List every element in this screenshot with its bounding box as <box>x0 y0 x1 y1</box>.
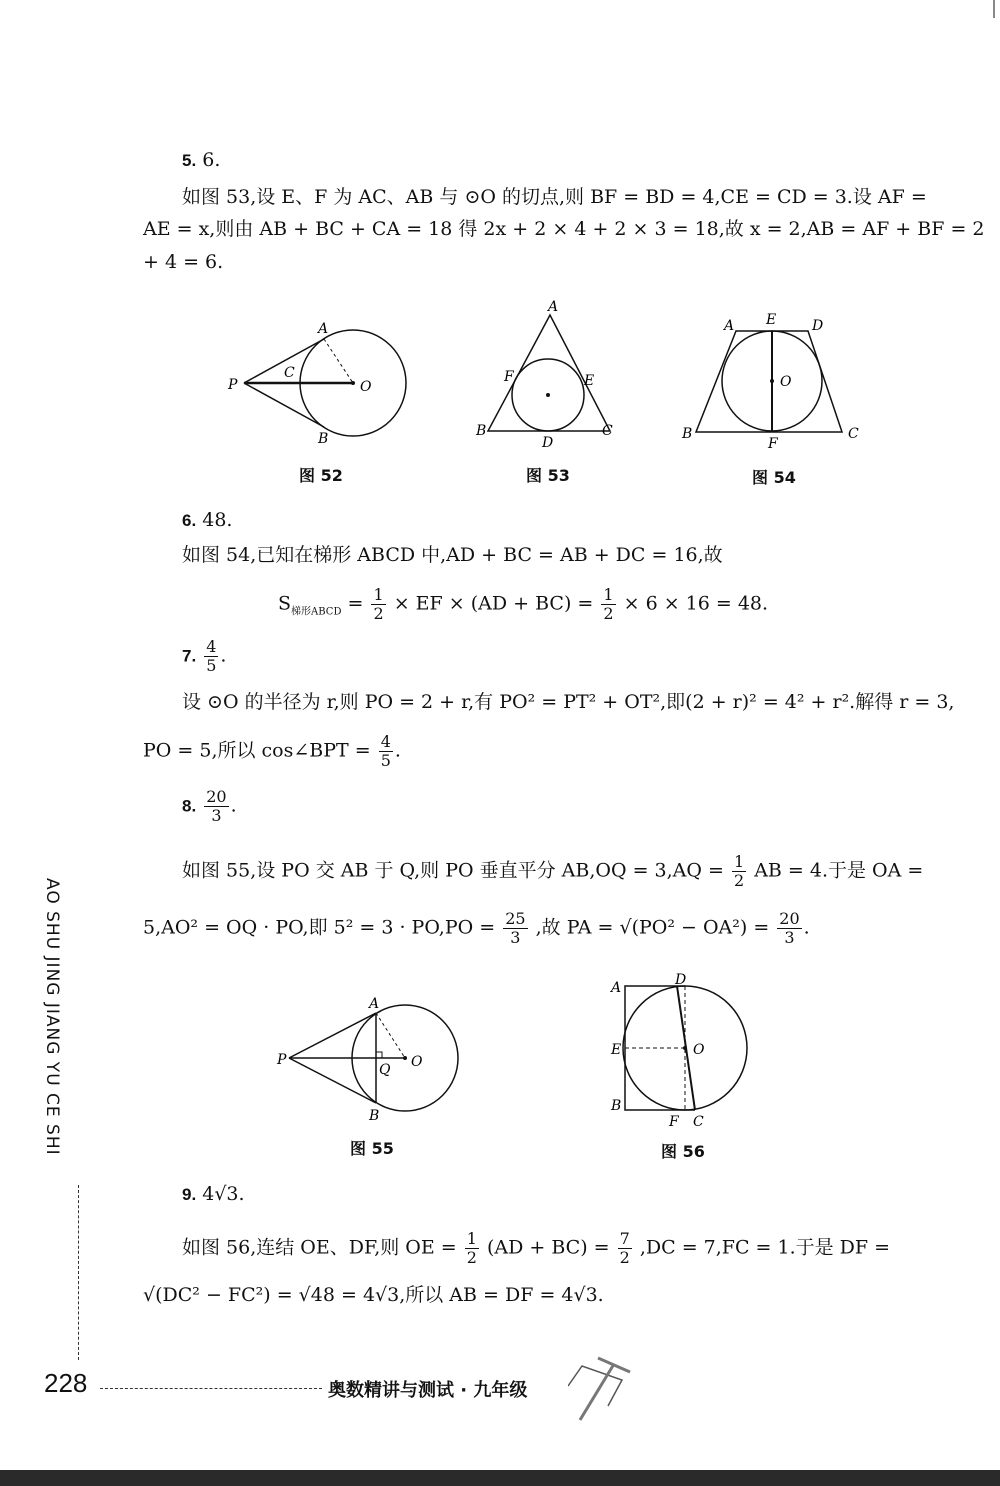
figure-53 <box>470 295 620 455</box>
f55-label-b: B <box>369 1108 380 1124</box>
figure-53-caption: 图 53 <box>526 466 570 485</box>
f53-label-c: C <box>602 423 613 439</box>
book-series-title: 奥数精讲与测试 · 九年级 <box>328 1380 528 1401</box>
footer-dashed-line <box>100 1388 322 1389</box>
figure-56-caption: 图 56 <box>661 1142 705 1161</box>
f56-label-c: C <box>693 1114 704 1130</box>
answer-6: 6. 48. <box>182 509 233 531</box>
f56-label-b: B <box>611 1098 622 1114</box>
f53-label-e: E <box>584 373 595 389</box>
solution-6-formula: $S_{梯形ABCD}$ = $\frac{1}{2}$ × EF × (AD + BC) = $\frac{1}{2}$ × 6 × 16 = 48. <box>278 585 769 623</box>
f53-label-f: F <box>504 369 514 385</box>
f54-label-c: C <box>848 426 859 442</box>
f56-label-o: O <box>693 1042 705 1058</box>
answer-5: 5. 6. <box>182 149 221 171</box>
side-dashed-line <box>78 1185 79 1360</box>
f56-label-a: A <box>611 980 622 996</box>
f54-label-b: B <box>682 426 693 442</box>
figure-54 <box>680 310 870 455</box>
answer-9: 9. 4√3. <box>182 1183 245 1205</box>
f55-label-p: P <box>277 1052 287 1068</box>
solution-7-line2: PO = 5,所以 cos∠BPT = $\frac{4}{5}$ . <box>143 732 401 770</box>
f54-label-f: F <box>768 436 778 452</box>
solution-9-line1: 如图 56,连结 OE、DF,则 OE = $\frac{1}{2}$ (AD + BC) = $\frac{7}{2}$ ,DC = 7,FC = 1.于是 DF = <box>182 1229 891 1267</box>
f52-label-p: P <box>228 377 238 393</box>
figure-55-caption: 图 55 <box>350 1139 394 1158</box>
f52-label-b: B <box>318 431 329 447</box>
f54-label-o: O <box>780 374 792 390</box>
f53-label-d: D <box>542 435 554 451</box>
f53-label-b: B <box>476 423 487 439</box>
figure-54-caption: 图 54 <box>752 468 796 487</box>
solution-8-line2: 5,AO² = OQ · PO,即 5² = 3 · PO,PO = $\frac{25}{3}$ ,故 PA = √(PO² − OA²) = $\frac{20}{3}$ . <box>143 909 810 947</box>
solution-8-line1: 如图 55,设 PO 交 AB 于 Q,则 PO 垂直平分 AB,OQ = 3,AQ = $\frac{1}{2}$ AB = 4.于是 OA = <box>182 852 924 890</box>
f54-label-a: A <box>724 318 735 334</box>
f56-label-e: E <box>611 1042 622 1058</box>
f53-label-a: A <box>548 299 559 315</box>
f56-label-d: D <box>675 972 687 988</box>
answer-8: 8. $\frac{20}{3}$ . <box>182 787 237 825</box>
f55-label-a: A <box>369 996 380 1012</box>
figure-55 <box>275 990 475 1125</box>
solution-5-line2: AE = x,则由 AB + BC + CA = 18 得 2x + 2 × 4 + 2 × 3 = 18,故 x = 2,AB = AF + BF = 2 <box>143 218 985 240</box>
pencil-icon <box>568 1350 638 1430</box>
figure-52-caption: 图 52 <box>299 466 343 485</box>
side-running-title: AO SHU JING JIANG YU CE SHI <box>42 878 62 1156</box>
solution-5-line1: 如图 53,设 E、F 为 AC、AB 与 ⊙O 的切点,则 BF = BD = 4,CE = CD = 3.设 AF = <box>182 186 927 208</box>
solution-7-line1: 设 ⊙O 的半径为 r,则 PO = 2 + r,有 PO² = PT² + OT²,即(2 + r)² = 4² + r².解得 r = 3, <box>182 691 955 713</box>
page-number: 228 <box>44 1368 88 1398</box>
f54-label-e: E <box>766 312 777 328</box>
f55-label-o: O <box>411 1054 423 1070</box>
f52-label-o: O <box>360 379 372 395</box>
scan-mark <box>993 0 995 18</box>
figure-52 <box>220 315 420 455</box>
f55-label-q: Q <box>379 1062 391 1078</box>
answer-7: 7. $\frac{4}{5}$ . <box>182 637 227 675</box>
f52-label-c: C <box>284 365 295 381</box>
f56-label-f: F <box>669 1114 679 1130</box>
f52-label-a: A <box>318 321 329 337</box>
scan-edge <box>0 1470 1000 1486</box>
figure-56 <box>605 970 765 1135</box>
f54-label-d: D <box>812 318 824 334</box>
solution-9-line2: √(DC² − FC²) = √48 = 4√3,所以 AB = DF = 4√3. <box>143 1284 604 1306</box>
solution-6-line1: 如图 54,已知在梯形 ABCD 中,AD + BC = AB + DC = 16,故 <box>182 544 723 566</box>
solution-5-line3: + 4 = 6. <box>143 251 224 273</box>
